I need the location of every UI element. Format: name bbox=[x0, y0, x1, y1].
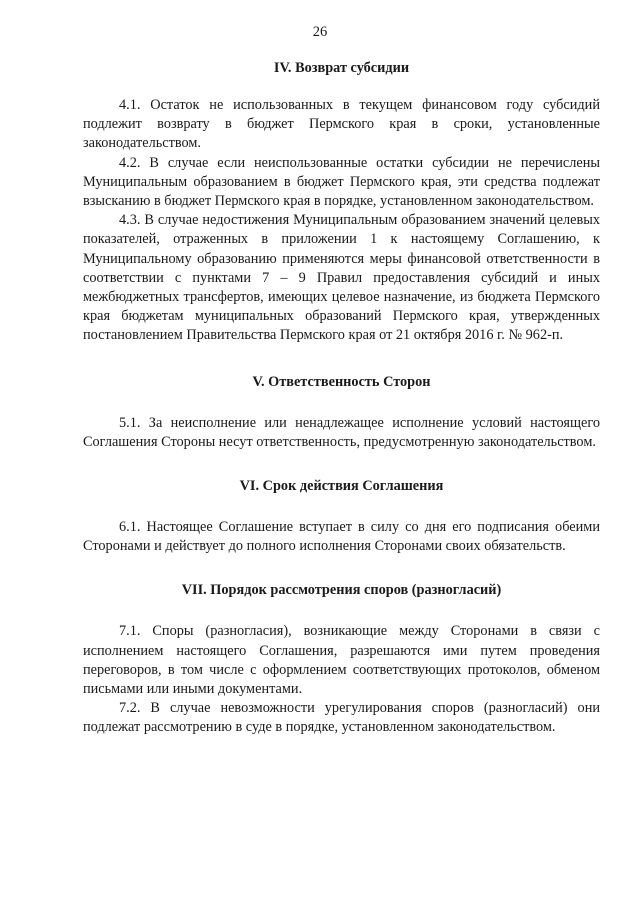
section-heading-v: V. Ответственность Сторон bbox=[252, 373, 431, 390]
paragraph-7-2: 7.2. В случае невозможности урегулирования споров (разногласий) они подлежат рассмотрению в суде в порядке, установленном законодательством. bbox=[83, 700, 600, 736]
paragraph-5-1: 5.1. За неисполнение или ненадлежащее исполнение условий настоящего Соглашения Стороны несут ответственность, предусмотренную законодательством. bbox=[83, 414, 600, 450]
page-number: 26 bbox=[312, 24, 328, 40]
paragraph-7-1: 7.1. Споры (разногласия), возникающие между Сторонами в связи с исполнением настоящего Соглашения, разрешаются ими путем проведения переговоров, в том числе с оформлением соответствующих протоколов, обменом письмами или иными документами. bbox=[83, 623, 600, 698]
section-heading-iv: IV. Возврат субсидии bbox=[273, 60, 410, 76]
paragraph-6-1: 6.1. Настоящее Соглашение вступает в силу со дня его подписания обеими Сторонами и действует до полного исполнения Сторонами своих обязательств. bbox=[83, 519, 600, 555]
section-heading-vii: VII. Порядок рассмотрения споров (разногласий) bbox=[181, 582, 502, 599]
section-heading-vi: VI. Срок действия Соглашения bbox=[239, 478, 444, 495]
paragraph-4-2: 4.2. В случае если неиспользованные остатки субсидии не перечислены Муниципальным образованием в бюджет Пермского края, эти средства подлежат взысканию в бюджет Пермского края в порядке, установленном законодательством. bbox=[83, 154, 600, 210]
paragraph-4-3: 4.3. В случае недостижения Муниципальным образованием значений целевых показателей, отраженных в приложении 1 к настоящему Соглашению, к Муниципальному образованию применяются меры финансовой ответственности в соответствии с пунктами 7 – 9 Правил предоставления субсидий и иных межбюджетных трансфертов, имеющих целевое назначение, из бюджета Пермского края бюджетам муниципальных образований Пермского края, утвержденных постановлением Правительства Пермского края от 21 октября 2016 г. № 962-п. bbox=[83, 212, 600, 344]
paragraph-4-1: 4.1. Остаток не использованных в текущем финансовом году субсидий подлежит возврату в бюджет Пермского края в сроки, установленные законодательством. bbox=[83, 97, 600, 152]
document-body bbox=[83, 58, 600, 738]
